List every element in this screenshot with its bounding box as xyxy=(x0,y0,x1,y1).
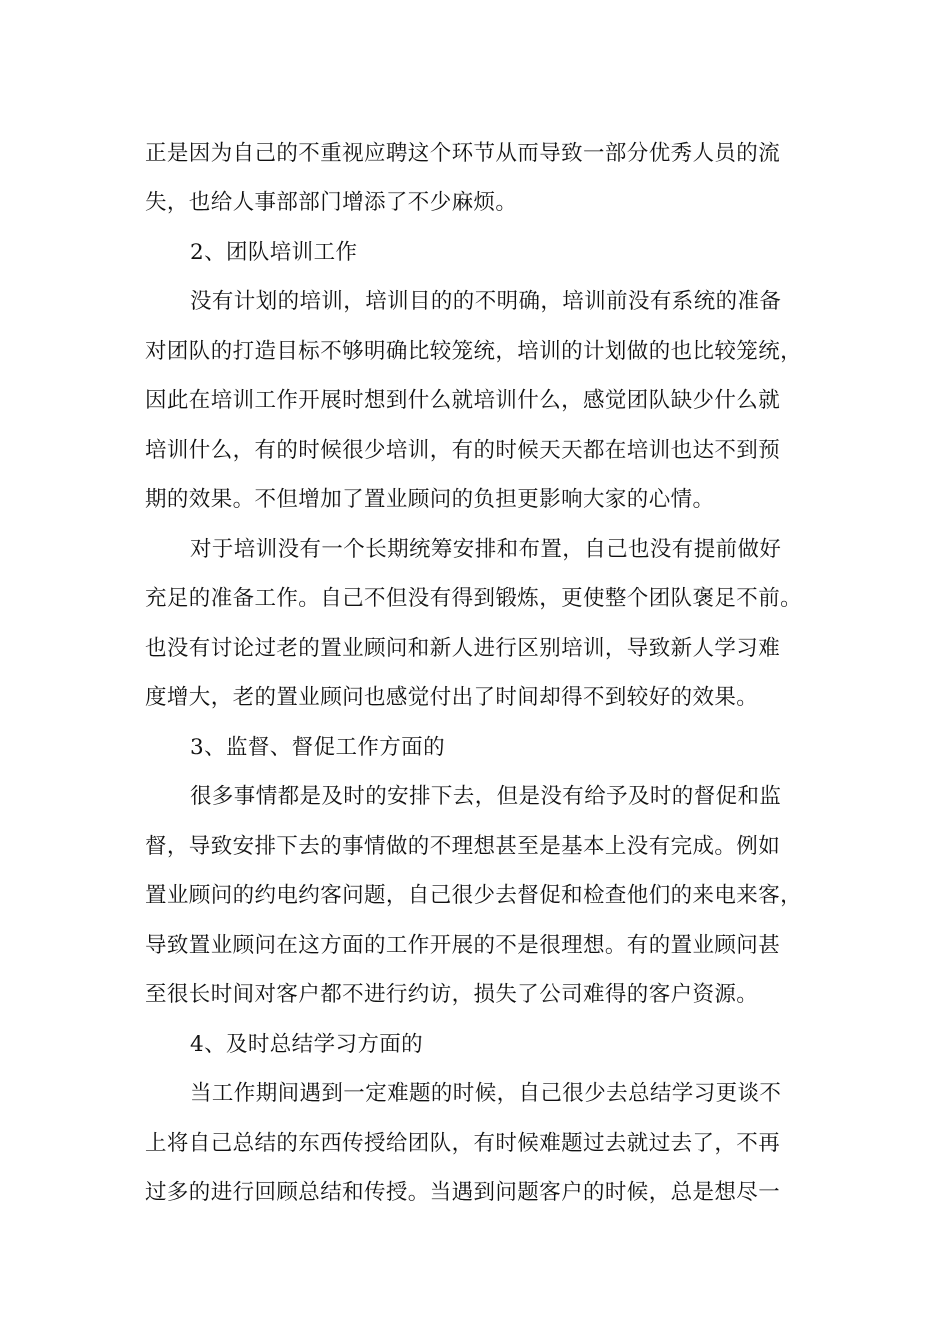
text-line: 也没有讨论过老的置业顾问和新人进行区别培训，导致新人学习难 xyxy=(145,636,781,661)
text-line: 对团队的打造目标不够明确比较笼统，培训的计划做的也比较笼统， xyxy=(145,339,803,364)
text-line: 正是因为自己的不重视应聘这个环节从而导致一部分优秀人员的流 xyxy=(145,141,781,166)
text-line: 充足的准备工作。自己不但没有得到锻炼，更使整个团队褒足不前。 xyxy=(145,586,803,611)
text-line: 因此在培训工作开展时想到什么就培训什么，感觉团队缺少什么就 xyxy=(145,388,781,413)
text-line: 培训什么，有的时候很少培训，有的时候天天都在培训也达不到预 xyxy=(145,438,781,463)
text-line: 当工作期间遇到一定难题的时候，自己很少去总结学习更谈不 xyxy=(190,1081,782,1106)
text-line: 很多事情都是及时的安排下去，但是没有给予及时的督促和监 xyxy=(190,784,782,809)
text-line: 上将自己总结的东西传授给团队，有时候难题过去就过去了，不再 xyxy=(145,1131,781,1156)
text-line: 导致置业顾问在这方面的工作开展的不是很理想。有的置业顾问甚 xyxy=(145,933,781,958)
text-line: 失，也给人事部部门增添了不少麻烦。 xyxy=(145,190,518,215)
text-line: 过多的进行回顾总结和传授。当遇到问题客户的时候，总是想尽一 xyxy=(145,1180,781,1205)
text-line: 度增大，老的置业顾问也感觉付出了时间却得不到较好的效果。 xyxy=(145,685,759,710)
text-line: 期的效果。不但增加了置业顾问的负担更影响大家的心情。 xyxy=(145,487,715,512)
text-line: 督，导致安排下去的事情做的不理想甚至是基本上没有完成。例如 xyxy=(145,834,781,859)
text-line: 没有计划的培训，培训目的的不明确，培训前没有系统的准备 xyxy=(190,289,782,314)
text-line: 对于培训没有一个长期统筹安排和布置，自己也没有提前做好 xyxy=(190,537,782,562)
text-line: 至很长时间对客户都不进行约访，损失了公司难得的客户资源。 xyxy=(145,982,759,1007)
section-heading: 2、团队培训工作 xyxy=(190,240,358,265)
section-heading: 4、及时总结学习方面的 xyxy=(190,1032,424,1057)
text-line: 置业顾问的约电约客问题，自己很少去督促和检查他们的来电来客， xyxy=(145,883,803,908)
section-heading: 3、监督、督促工作方面的 xyxy=(190,735,445,760)
